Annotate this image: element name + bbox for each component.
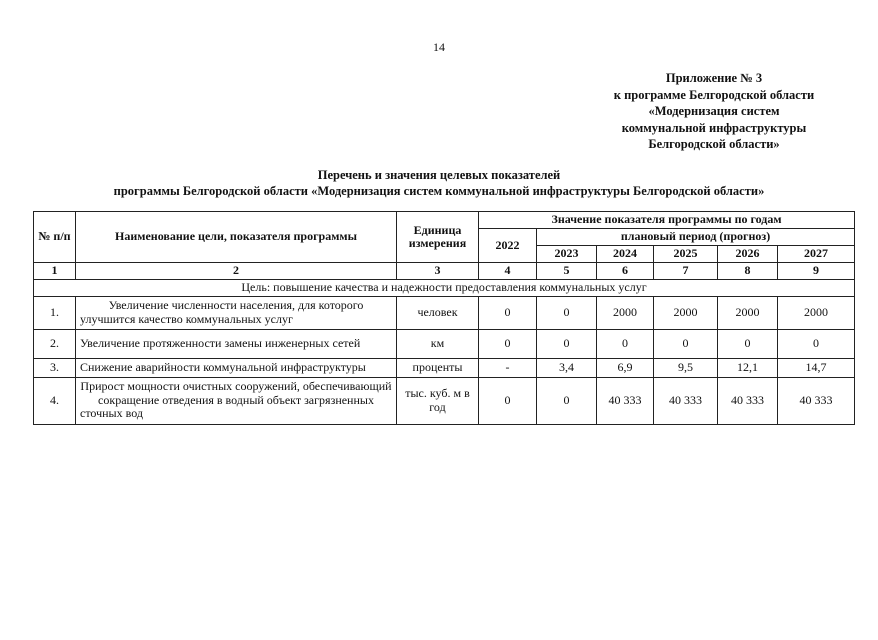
- appendix-line: Белгородской области»: [648, 137, 780, 151]
- row-value: 14,7: [778, 358, 855, 377]
- row-value: 0: [479, 296, 537, 329]
- column-number: 5: [537, 263, 597, 280]
- row-value: 2000: [597, 296, 654, 329]
- row-value: 0: [479, 329, 537, 358]
- row-value: 40 333: [654, 377, 718, 424]
- row-num: 2.: [34, 329, 76, 358]
- column-number: 9: [778, 263, 855, 280]
- row-name: Увеличение протяженности замены инженерных сетей: [76, 329, 397, 358]
- row-value: 2000: [778, 296, 855, 329]
- header-year: 2025: [654, 246, 718, 263]
- table-row: [34, 377, 855, 424]
- column-number: 4: [479, 263, 537, 280]
- row-unit: человек: [397, 296, 479, 329]
- row-value: 9,5: [654, 358, 718, 377]
- appendix-line: коммунальной инфраструктуры: [621, 120, 807, 135]
- page-number: 14: [433, 40, 445, 54]
- row-num: 4.: [34, 377, 76, 424]
- title-line-2: программы Белгородской области «Модернизация систем коммунальной инфраструктуры Белгородской области»: [113, 184, 765, 198]
- row-value: 2000: [718, 296, 778, 329]
- row-value: -: [479, 358, 537, 377]
- table-row: [34, 329, 855, 358]
- row-value: 0: [537, 329, 597, 358]
- header-year: 2026: [718, 246, 778, 263]
- appendix-line: Приложение № 3: [665, 71, 763, 85]
- row-name: Прирост мощности очистных сооружений, обеспечивающий сокращение отведения в водный объект загрязненных сточных вод: [76, 377, 397, 424]
- column-number: 2: [76, 263, 397, 280]
- header-row: [34, 212, 855, 229]
- row-unit: тыс. куб. м в год: [397, 377, 479, 424]
- row-num: 1.: [34, 296, 76, 329]
- header-num: № п/п: [34, 212, 76, 263]
- row-value: 0: [654, 329, 718, 358]
- row-value: 0: [479, 377, 537, 424]
- goal-row: [34, 279, 855, 296]
- header-year: 2023: [537, 246, 597, 263]
- header-planned-period: плановый период (прогноз): [537, 229, 855, 246]
- row-value: 12,1: [718, 358, 778, 377]
- row-unit: км: [397, 329, 479, 358]
- row-value: 0: [537, 296, 597, 329]
- column-number: 7: [654, 263, 718, 280]
- column-number: 6: [597, 263, 654, 280]
- column-number: 3: [397, 263, 479, 280]
- column-number: 1: [34, 263, 76, 280]
- row-value: 40 333: [778, 377, 855, 424]
- goal-text: Цель: повышение качества и надежности предоставления коммунальных услуг: [34, 279, 855, 296]
- row-value: 0: [537, 377, 597, 424]
- appendix-note: [584, 70, 844, 153]
- row-value: 0: [597, 329, 654, 358]
- row-unit: проценты: [397, 358, 479, 377]
- column-number: 8: [718, 263, 778, 280]
- title-line-1: Перечень и значения целевых показателей: [317, 168, 561, 182]
- header-name: Наименование цели, показателя программы: [76, 212, 397, 263]
- row-num: 3.: [34, 358, 76, 377]
- header-year: 2027: [778, 246, 855, 263]
- header-unit: Единица измерения: [397, 212, 479, 263]
- row-value: 2000: [654, 296, 718, 329]
- row-name: Снижение аварийности коммунальной инфраструктуры: [76, 358, 397, 377]
- row-value: 0: [778, 329, 855, 358]
- row-value: 6,9: [597, 358, 654, 377]
- row-value: 40 333: [597, 377, 654, 424]
- header-year: 2024: [597, 246, 654, 263]
- row-name: Увеличение численности населения, для которого улучшится качество коммунальных услуг: [76, 296, 397, 329]
- row-value: 0: [718, 329, 778, 358]
- header-base-year: 2022: [479, 229, 537, 263]
- appendix-line: к программе Белгородской области: [613, 87, 815, 102]
- appendix-line: «Модернизация систем: [648, 104, 780, 118]
- table-row: [34, 358, 855, 377]
- row-value: 40 333: [718, 377, 778, 424]
- document-title: [0, 167, 878, 199]
- table-row: [34, 296, 855, 329]
- row-value: 3,4: [537, 358, 597, 377]
- header-values-by-year: Значение показателя программы по годам: [479, 212, 855, 229]
- indicators-table: [33, 211, 855, 425]
- column-numbers-row: [34, 263, 855, 280]
